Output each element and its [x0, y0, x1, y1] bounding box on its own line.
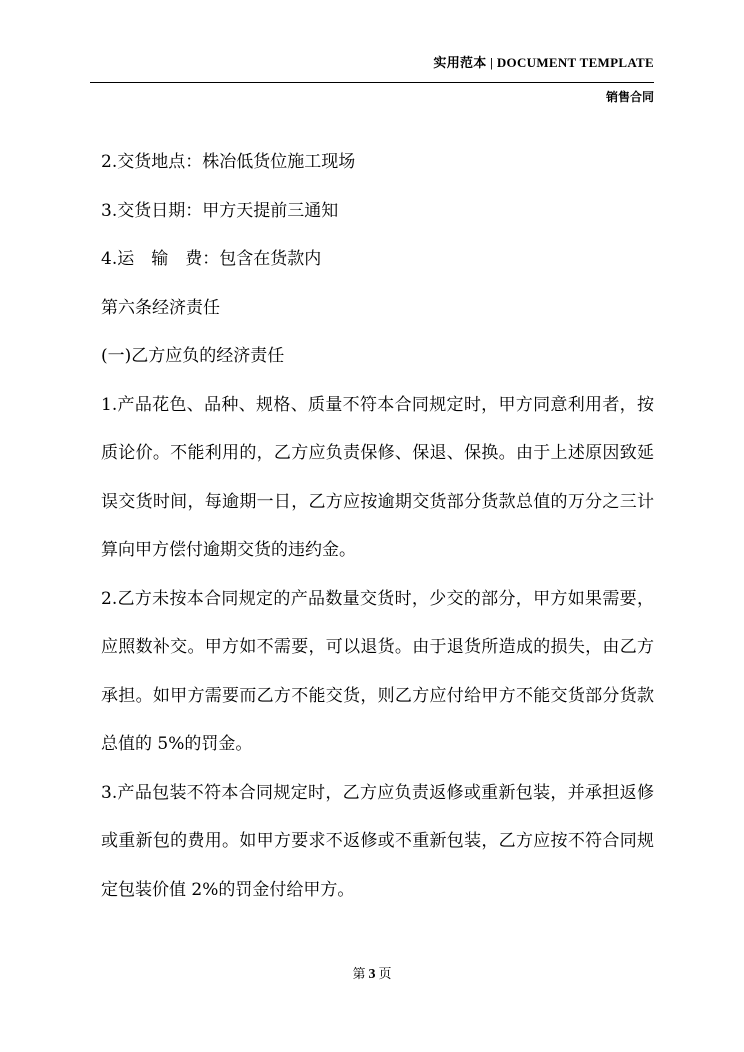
subsection-heading: (一)乙方应负的经济责任 — [101, 346, 285, 366]
paragraph-clause-1: 1.产品花色、品种、规格、质量不符本合同规定时，甲方同意利用者，按质论价。不能利用的，乙方应负责保修、保退、保换。由于上述原因致延误交货时间，每逾期一日，乙方应按逾期交货部分货款总值的万分之三计算向甲方偿付逾期交货的违约金。 — [101, 394, 654, 560]
paragraph-clause-3: 3.产品包装不符本合同规定时，乙方应负责返修或重新包装，并承担返修或重新包的费用。如甲方要求不返修或不重新包装，乙方应按不符合同规定包装价值 2%的罚金付给甲方。 — [101, 782, 654, 900]
header-title: 实用范本 | DOCUMENT TEMPLATE — [433, 55, 654, 70]
section-heading-article-6: 第六条经济责任 — [101, 297, 220, 318]
paragraph-freight: 4.运 输 费：包含在货款内 — [101, 249, 322, 269]
page-footer — [0, 963, 744, 983]
paragraph-delivery-location: 2.交货地点：株冶低货位施工现场 — [101, 152, 356, 172]
header-subtitle: 销售合同 — [605, 90, 654, 104]
paragraph-clause-2: 2.乙方未按本合同规定的产品数量交货时，少交的部分，甲方如果需要，应照数补交。甲方如不需要，可以退货。由于退货所造成的损失，由乙方承担。如甲方需要而乙方不能交货，则乙方应付给甲方不能交货部分货款总值的 5%的罚金。 — [101, 588, 654, 754]
page-suffix: 页 — [378, 967, 392, 982]
header-divider — [90, 82, 654, 83]
paragraph-delivery-date: 3.交货日期：甲方天提前三通知 — [101, 200, 339, 221]
page-prefix: 第 — [352, 967, 366, 982]
page-number: 3 — [368, 967, 376, 982]
document-body — [101, 138, 654, 914]
